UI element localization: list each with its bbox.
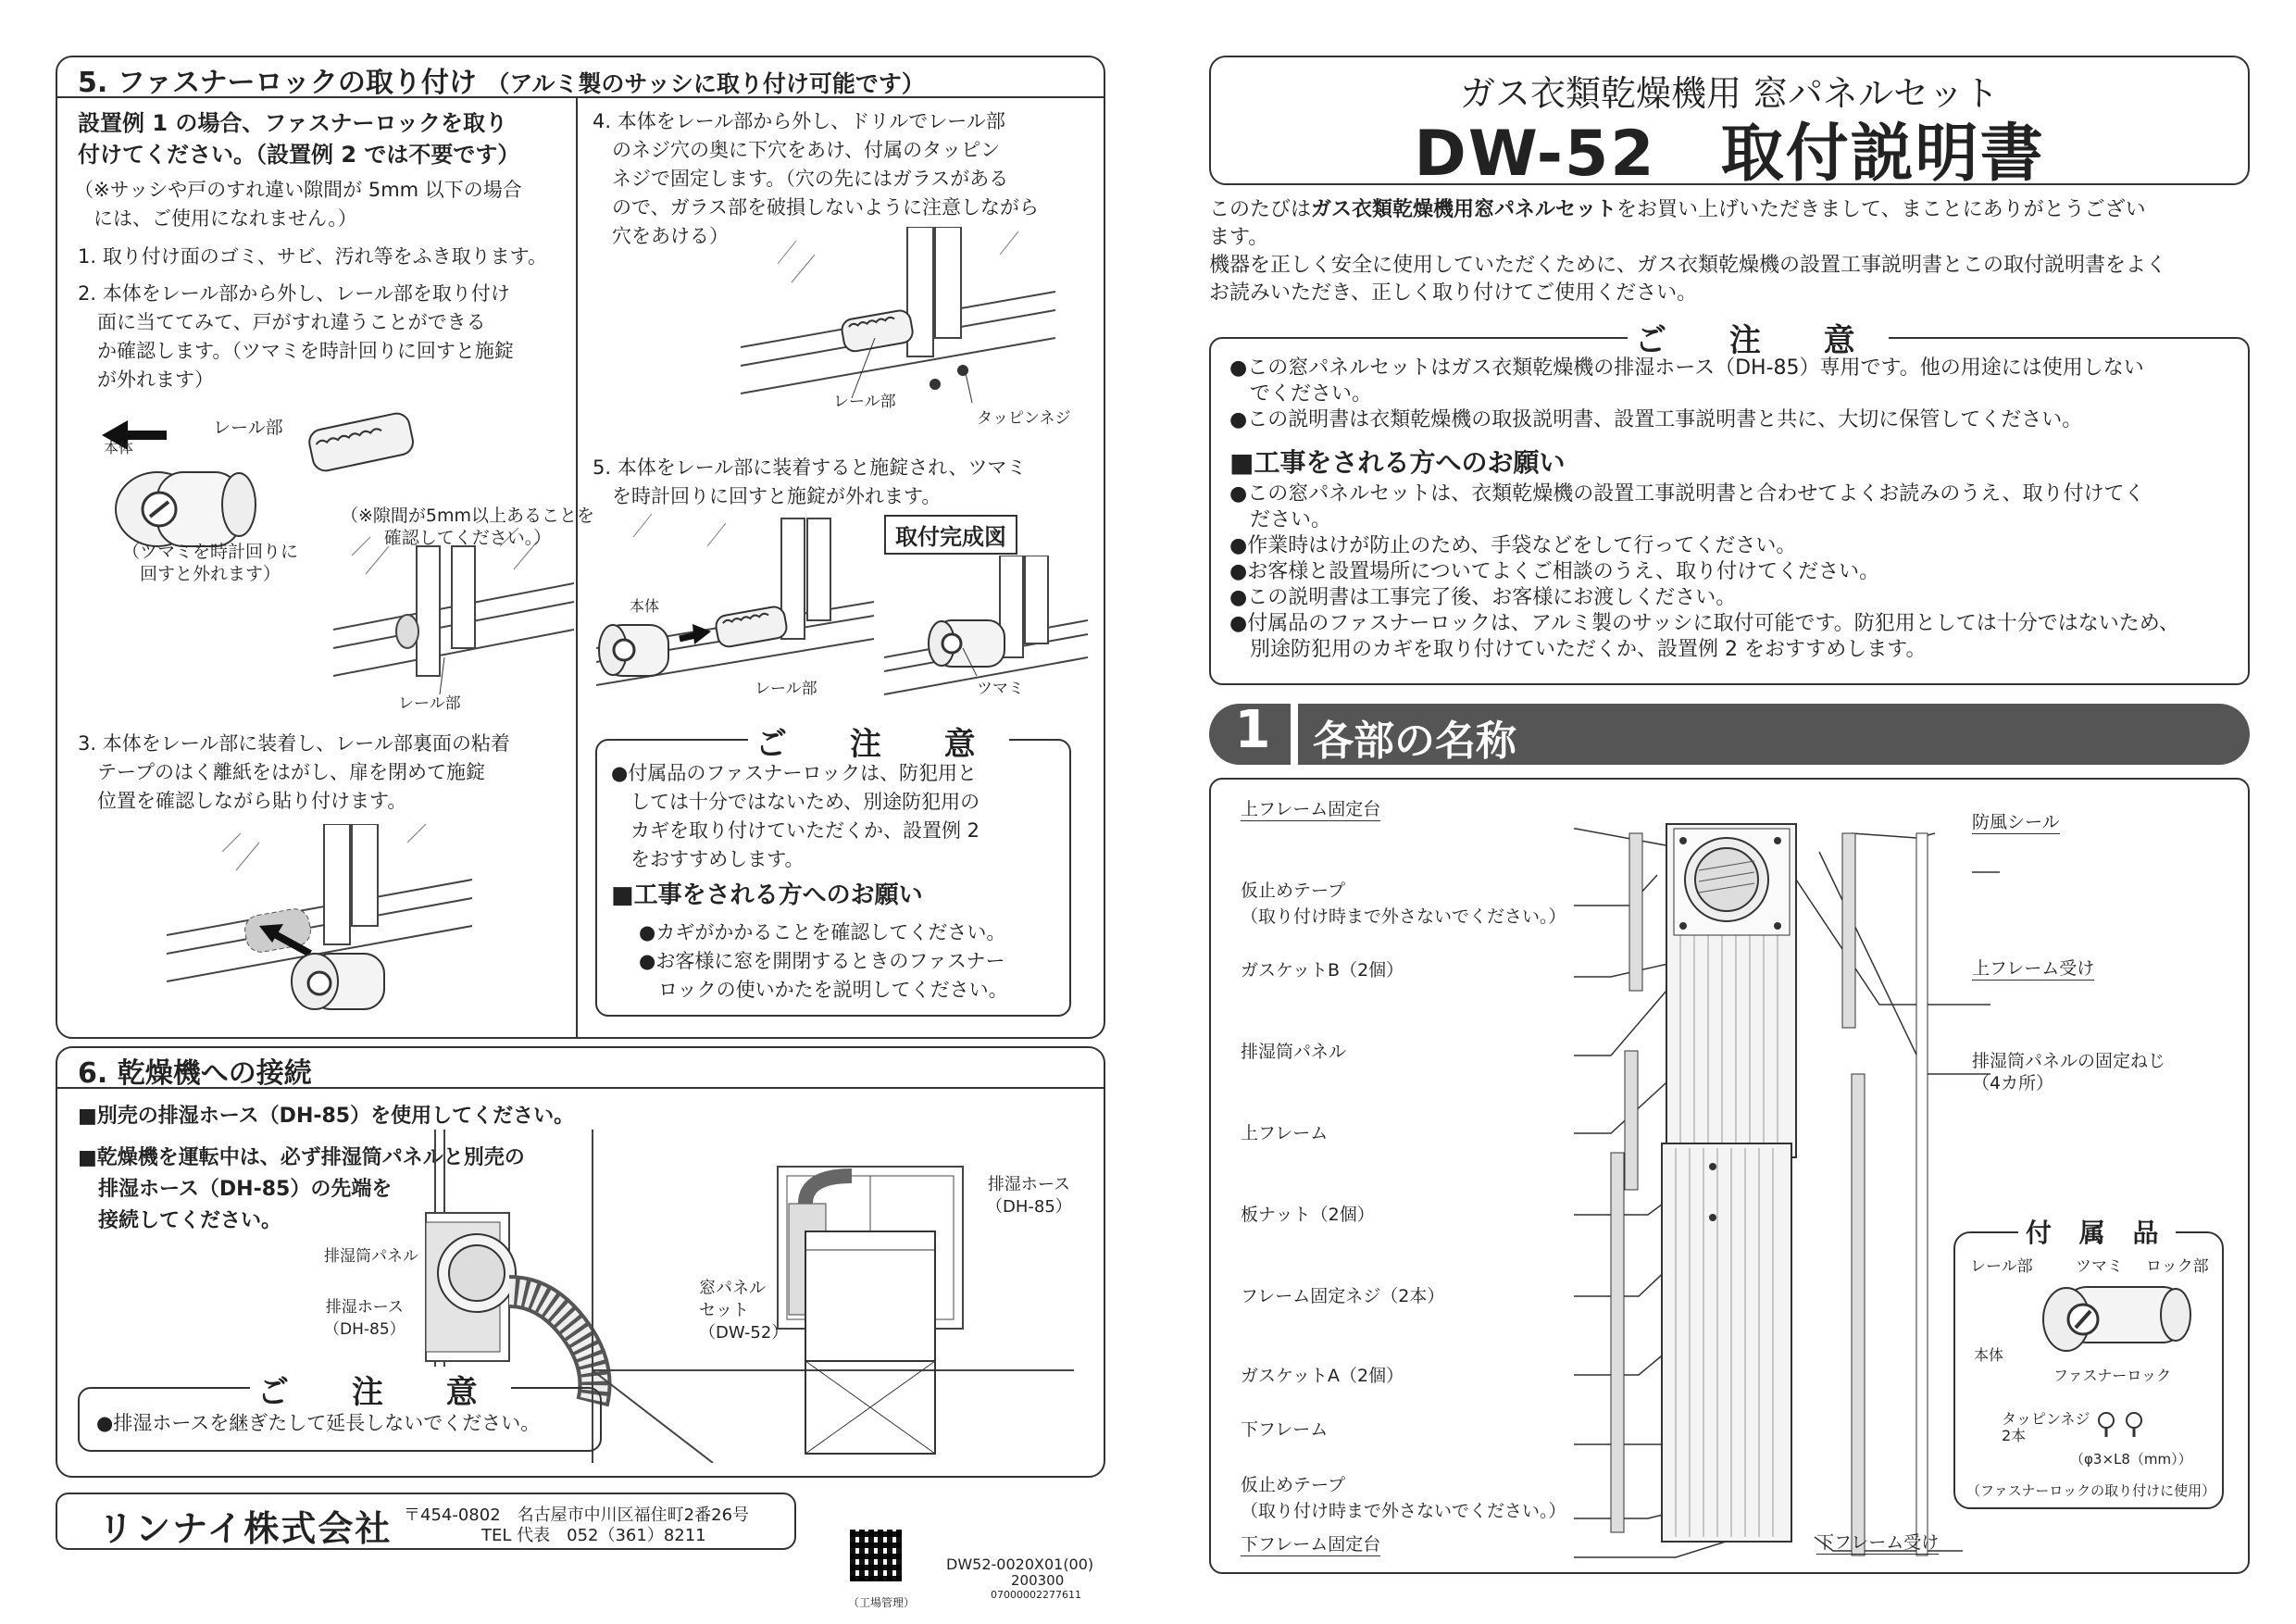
section5-request-title: ■工事をされる方へのお願い — [611, 881, 923, 909]
section5-step3: 3. 本体をレール部に装着し、レール部裏面の粘着 テープのはく離紙をはがし、扉を閉めて施錠 位置を確認しながら貼り付けます。 — [78, 732, 510, 812]
label-upper-frame-receiver: 上フレーム受け — [1972, 958, 2095, 979]
accessories-screw-size: （φ3×L8（mm）） — [2070, 1451, 2192, 1468]
company-address: 〒454-0802 名古屋市中川区福住町2番26号 — [404, 1505, 750, 1525]
section5-title-rule — [56, 96, 1105, 98]
qr-label: （工場管理） — [848, 1596, 916, 1609]
section6-title: 6. 乾燥機への接続 — [78, 1057, 312, 1090]
section6-line2: ■乾燥機を運転中は、必ず排湿筒パネルと別売の 排湿ホース（DH-85）の先端を 接続してください。 — [78, 1146, 525, 1232]
accessories-body-label: 本体 — [1974, 1346, 2004, 1364]
section5-subtitle: （アルミ製のサッシに取り付け可能です） — [486, 70, 925, 97]
accessories-screw-label: タッピンネジ 2本 — [2002, 1410, 2090, 1444]
intro-paragraph-1 — [1209, 196, 2146, 252]
title-line2: DW-52 取付説明書 — [1414, 118, 2045, 191]
section5-caution-text: ●付属品のファスナーロックは、防犯用と しては十分ではないため、別途防犯用の カギを取り付けていただくか、設置例 2 をおすすめします。 — [611, 762, 980, 870]
accessories-usage: （ファスナーロックの取り付けに使用） — [1966, 1482, 2216, 1499]
label-plate-nut: 板ナット（2個） — [1241, 1205, 1375, 1225]
intro-text-pre: このたびは — [1209, 198, 1312, 221]
section5-intro: 設置例 1 の場合、ファスナーロックを取り 付けてください。（設置例 2 では不要です） — [78, 110, 520, 168]
intro-text-post: をお買い上げいただきまして、まことにありがとうござい ます。 — [1209, 198, 2146, 249]
accessories-title: 付 属 品 — [2018, 1213, 2176, 1250]
section6-hose-label: 排湿ホース （DH-85） — [324, 1298, 406, 1339]
label-exhaust-panel-screws: 排湿筒パネルの固定ねじ （4カ所） — [1972, 1051, 2166, 1093]
step2-rail-label: レール部 — [213, 418, 283, 438]
section1-title: 各部の名称 — [1313, 718, 1516, 765]
label-gasket-a: ガスケットA（2個） — [1241, 1366, 1404, 1386]
label-exhaust-panel: 排湿筒パネル — [1241, 1042, 1347, 1062]
label-temp-tape-bottom: 仮止めテープ （取り付け時まで外さないでください。） — [1241, 1475, 1566, 1521]
label-upper-frame-base: 上フレーム固定台 — [1241, 799, 1381, 819]
label-wind-seal: 防風シール — [1972, 812, 2060, 832]
accessories-knob-label: ツマミ — [2076, 1257, 2123, 1276]
section6-panel-label: 排湿筒パネル — [324, 1247, 418, 1266]
intro-paragraph-2: 機器を正しく安全に使用していただくために、ガス衣類乾燥機の設置工事説明書とこの取付説明書をよく お読みいただき、正しく取り付けてご使用ください。 — [1209, 254, 2167, 305]
section5-title-text: 5. ファスナーロックの取り付け — [78, 67, 477, 99]
label-lower-frame-receiver: 下フレーム受け — [1816, 1532, 1940, 1553]
section5-caution-title: ご 注 意 — [748, 718, 1009, 764]
label-frame-screw: フレーム固定ネジ（2本） — [1241, 1286, 1445, 1306]
section5-step2: 2. 本体をレール部から外し、レール部を取り付け 面に当ててみて、戸がすれ違うことができる か確認します。（ツマミを時計回りに回すと施錠 が外れます） — [78, 282, 514, 391]
step5-body-label: 本体 — [630, 597, 660, 615]
tapping-screw-icon — [2092, 1411, 2148, 1439]
step2-gap-note: （※隙間が5mm以上あることを 確認してください。） — [341, 506, 595, 548]
step2-rail-label-2: レール部 — [398, 694, 461, 713]
step2-knob-note: （ツマミを時計回りに 回すと外れます） — [122, 542, 299, 584]
section6-caution-title: ご 注 意 — [250, 1367, 511, 1412]
step2-body-label: 本体 — [104, 439, 134, 456]
title-line1: ガス衣類乾燥機用 窓パネルセット — [1459, 73, 2000, 114]
company-name: リンナイ株式会社 — [98, 1508, 393, 1549]
section6-caution-text: ●排湿ホースを継ぎたして延長しないでください。 — [96, 1412, 541, 1434]
section5-note: （※サッシや戸のすれ違い隙間が 5mm 以下の場合 には、ご使用になれません。） — [74, 179, 522, 230]
doc-barcode-number: 07000002277611 — [991, 1589, 1081, 1601]
step4-rail-label: レール部 — [833, 393, 896, 411]
section5-column-divider — [576, 98, 578, 1037]
label-temp-tape-top: 仮止めテープ （取り付け時まで外さないでください。） — [1241, 881, 1566, 927]
qr-code — [850, 1530, 902, 1581]
label-lower-frame-base: 下フレーム固定台 — [1241, 1534, 1381, 1555]
section5-step1: 1. 取り付け面のゴミ、サビ、汚れ等をふき取ります。 — [78, 245, 547, 268]
section5-title — [78, 59, 925, 100]
main-request-title: ■工事をされる方へのお願い — [1229, 447, 1566, 478]
accessories-rail-label: レール部 — [1970, 1257, 2033, 1276]
section1-banner-divider — [1291, 704, 1298, 765]
section1-number: 1 — [1234, 700, 1271, 760]
section6-line1: ■別売の排湿ホース（DH-85）を使用してください。 — [78, 1105, 575, 1128]
doc-date-code: 200300 — [1011, 1572, 1065, 1589]
main-caution-title: ご 注 意 — [1628, 315, 1889, 360]
section5-step5: 5. 本体をレール部に装着すると施錠され、ツマミ を時計回りに回すと施錠が外れます。 — [593, 456, 1027, 507]
step5-rail-label: レール部 — [755, 680, 817, 698]
fastener-lock-icon — [2028, 1278, 2194, 1361]
label-gasket-b: ガスケットB（2個） — [1241, 960, 1404, 981]
accessories-fastener-label: ファスナーロック — [2053, 1367, 2172, 1384]
intro-text-bold: ガス衣類乾燥機用窓パネルセット — [1311, 198, 1617, 221]
accessories-lock-label: ロック部 — [2146, 1257, 2209, 1276]
section6-title-rule — [56, 1087, 1105, 1089]
complete-figure-label: 取付完成図 — [884, 515, 1017, 555]
main-caution-items: ●この窓パネルセットはガス衣類乾燥機の排湿ホース（DH-85）専用です。他の用途には使用しない でください。 ●この説明書は衣類乾燥機の取扱説明書、設置工事説明書と共に、大切に保管してください。 — [1229, 356, 2144, 431]
section6-hose-label-2: 排湿ホース （DH-85） — [986, 1175, 1072, 1217]
label-upper-frame: 上フレーム — [1241, 1123, 1329, 1143]
section6-window-set-label: 窓パネル セット （DW-52） — [699, 1279, 789, 1343]
company-tel: TEL 代表 052（361）8211 — [481, 1526, 706, 1545]
complete-knob-label: ツマミ — [977, 680, 1024, 698]
section5-step4: 4. 本体をレール部から外し、ドリルでレール部 のネジ穴の奥に下穴をあけ、付属のタッピン ネジで固定します。（穴の先にはガラスがある ので、ガラス部を破損しないように注意しながら 穴をあける） — [593, 110, 1039, 247]
step4-screw-label: タッピンネジ — [977, 409, 1071, 428]
label-lower-frame: 下フレーム — [1241, 1419, 1329, 1440]
step3-illustration — [167, 824, 472, 1018]
doc-code: DW52-0020X01(00) — [946, 1555, 1094, 1573]
main-request-items: ●この窓パネルセットは、衣類乾燥機の設置工事説明書と合わせてよくお読みのうえ、取り付けてく ださい。 ●作業時はけが防止のため、手袋などをして行ってください。 ●お客様と設置場所についてよくご相談のうえ、取り付けてください。 ●この説明書は工事完了後、お客様にお渡しください。 ●付属品のファスナーロックは、アルミ製のサッシに取付可能です。防犯用としては十分ではないため、 別途防犯用のカギを取り付けていただくか、設置例 2 をおすすめします。 — [1229, 482, 2179, 661]
section5-request-items: ●カギがかかることを確認してください。 ●お客様に窓を開閉するときのファスナー ロックの使いかたを説明してください。 — [639, 921, 1008, 1001]
